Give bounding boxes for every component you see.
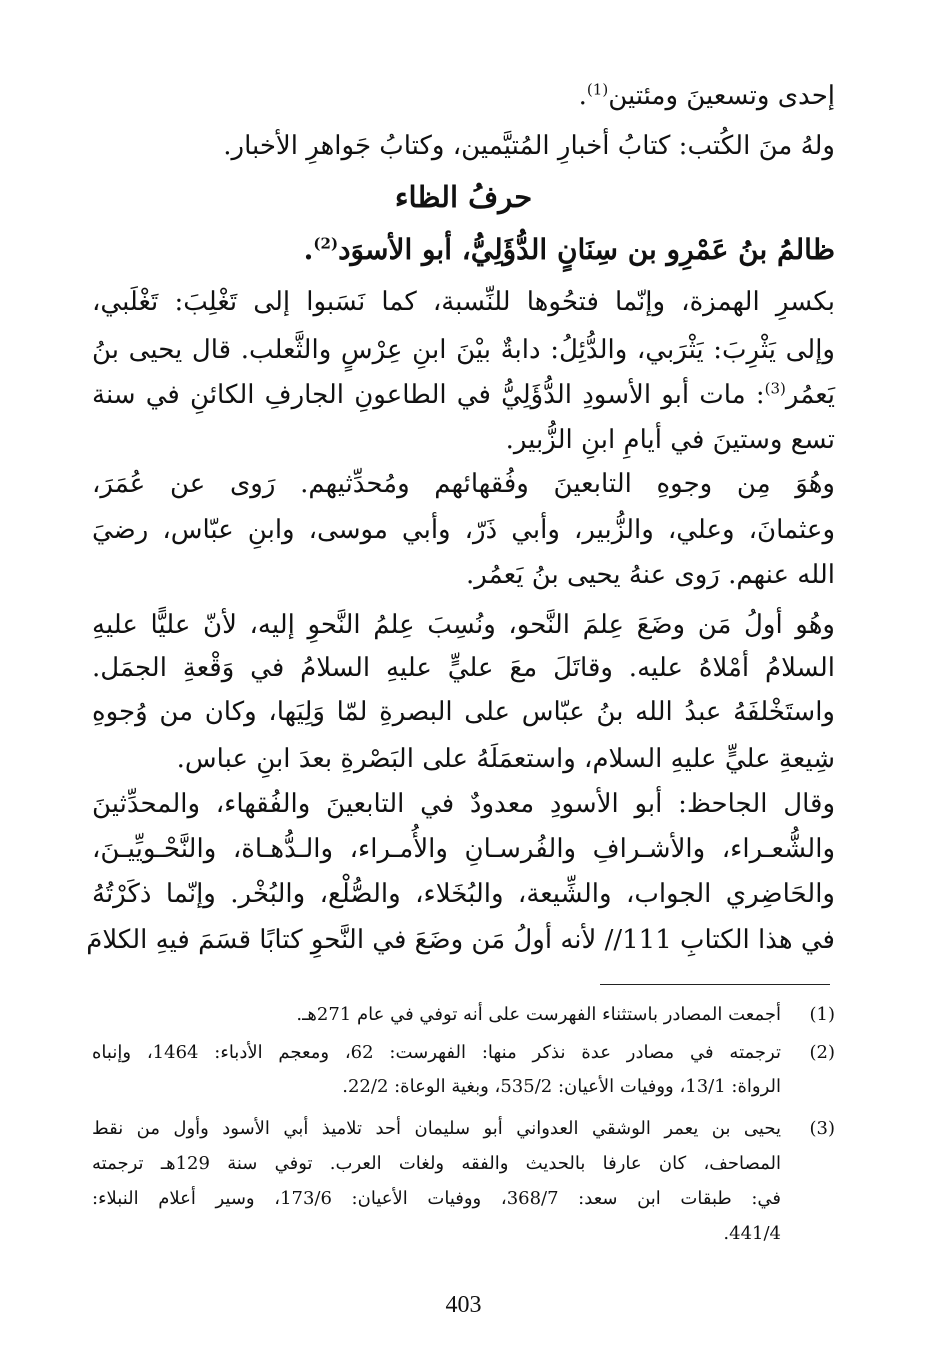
text-line: شِيعةِ عليٍّ عليهِ السلام، واستعمَلَهُ على البَصْرةِ بعدَ ابنِ عباس. bbox=[176, 744, 835, 774]
footnote-text: 441/4. bbox=[723, 1223, 781, 1244]
footnote bbox=[92, 998, 835, 1031]
text-line: إحدى وتسعينَ ومئتين$^{(1)}$. bbox=[578, 80, 835, 111]
footnote-text: يحيى بن يعمر الوشقي العدواني أبو سليمان أحد تلاميذ أبي الأسود وأول من نقط bbox=[92, 1118, 781, 1139]
footnote-continuation bbox=[92, 1070, 835, 1103]
footnote-continuation bbox=[92, 1217, 835, 1250]
text-line: بكسرِ الهمزة، وإنّما فتحُوها للنِّسبة، كما نَسَبوا إلى تَغْلِبَ: تَغْلَبي، bbox=[92, 287, 835, 317]
footnote-continuation bbox=[92, 1147, 835, 1180]
footnote-ref[interactable]: (2) bbox=[313, 234, 339, 253]
text-line: السلامُ أمْلاهُ عليه. وقاتَلَ معَ عليٍّ عليهِ السلامُ في وَقْعةِ الجمَل. bbox=[92, 653, 835, 683]
footnote-number: (3) bbox=[809, 1118, 835, 1139]
footnote-text: في: طبقات ابن سعد: 368/7، ووفيات الأعيان: 173/6، وسير أعلام النبلاء: bbox=[92, 1188, 782, 1209]
text-line: وهُوَ مِن وجوهِ التابعينَ وفُقهائهم ومُحدِّثيهم. رَوى عن عُمَرَ، bbox=[92, 469, 835, 499]
footnote-continuation bbox=[92, 1182, 835, 1215]
footnote-text: المصاحف، كان عارفا بالحديث والفقه ولغات العرب. توفي سنة 129هـ ترجمته bbox=[92, 1153, 781, 1174]
text-line: وقال الجاحظ: أبو الأسودِ معدودٌ في التابعينَ والفُقهاء، والمحدِّثينَ bbox=[92, 789, 835, 819]
entry-title: ظالمُ بنُ عَمْرِو بن سِنَانٍ الدُّؤَلِيُّ، أبو الأسوَد$^{(2)}$. bbox=[303, 233, 835, 266]
text-line: يَعمُر$^{(3)}$: مات أبو الأسودِ الدُّؤَلِيُّ في الطاعونِ الجارفِ الكائنِ في سنة bbox=[92, 379, 836, 410]
footnote bbox=[92, 1112, 835, 1145]
text-line: وإلى يَثْرِبَ: يَثْرَبي، والدُّئِلُ: دابةٌ بيْنَ ابنِ عِرْسٍ والثَّعلب. قال يحيى بنُ bbox=[92, 335, 835, 365]
text-line: والشُّعـراء، والأشـرافِ والفُرسـانِ والأُمـراء، والـدُّهـاة، والنَّحْـويِّيـنَ، bbox=[92, 834, 835, 864]
footnote-text: ترجمته في مصادر عدة نذكر منها: الفهرست: 62، ومعجم الأدباء: 1464، وإنباه bbox=[92, 1042, 781, 1063]
text-line: في هذا الكتابِ 111// لأنه أولُ مَن وضَعَ في النَّحوِ كتابًا قسَمَ فيهِ الكلامَ bbox=[86, 925, 835, 955]
text-line: وهُو أولُ مَن وضَعَ عِلمَ النَّحو، ونُسِبَ عِلمُ النَّحوِ إليه، لأنّ عليًّا عليهِ bbox=[92, 610, 835, 640]
text-line: الله عنهم. رَوى عنهُ يحيى بنُ يَعمُر. bbox=[466, 560, 835, 590]
text-line: واستَخْلفَهُ عبدُ الله بنُ عبّاس على البصرةِ لمّا وَلِيَها، وكان من وُجوهِ bbox=[92, 697, 835, 727]
footnote bbox=[92, 1036, 835, 1069]
footnote-text: الرواة: 13/1، ووفيات الأعيان: 535/2، وبغية الوعاة: 22/2. bbox=[342, 1076, 781, 1097]
footnote-number: (1) bbox=[809, 1004, 835, 1025]
footnote-ref[interactable]: (3) bbox=[764, 379, 786, 398]
text-line: ولهُ منَ الكُتب: كتابُ أخبارِ المُتيَّمين، وكتابُ جَواهرِ الأخبار. bbox=[223, 131, 835, 161]
text-line: وعثمانَ، وعلي، والزُّبير، وأبي ذَرّ، وأبي موسى، وابنِ عبّاس، رضيَ bbox=[92, 515, 835, 545]
footnote-text: أجمعت المصادر باستثناء الفهرست على أنه توفي في عام 271هـ. bbox=[296, 1004, 781, 1025]
text-line: تسع وستينَ في أيامِ ابنِ الزُّبير. bbox=[505, 425, 835, 455]
footnote-ref[interactable]: (1) bbox=[586, 80, 609, 99]
text-line: والحَاضِري الجواب، والشِّيعة، والبُخَلاء، والصُّلْع، والبُخْر. وإنّما ذكَرْتُهُ bbox=[92, 879, 835, 909]
footnote-number: (2) bbox=[809, 1042, 835, 1063]
footnote-divider bbox=[600, 984, 830, 985]
page-number: 403 bbox=[445, 1292, 482, 1318]
section-heading: حرفُ الظاء bbox=[394, 180, 533, 214]
